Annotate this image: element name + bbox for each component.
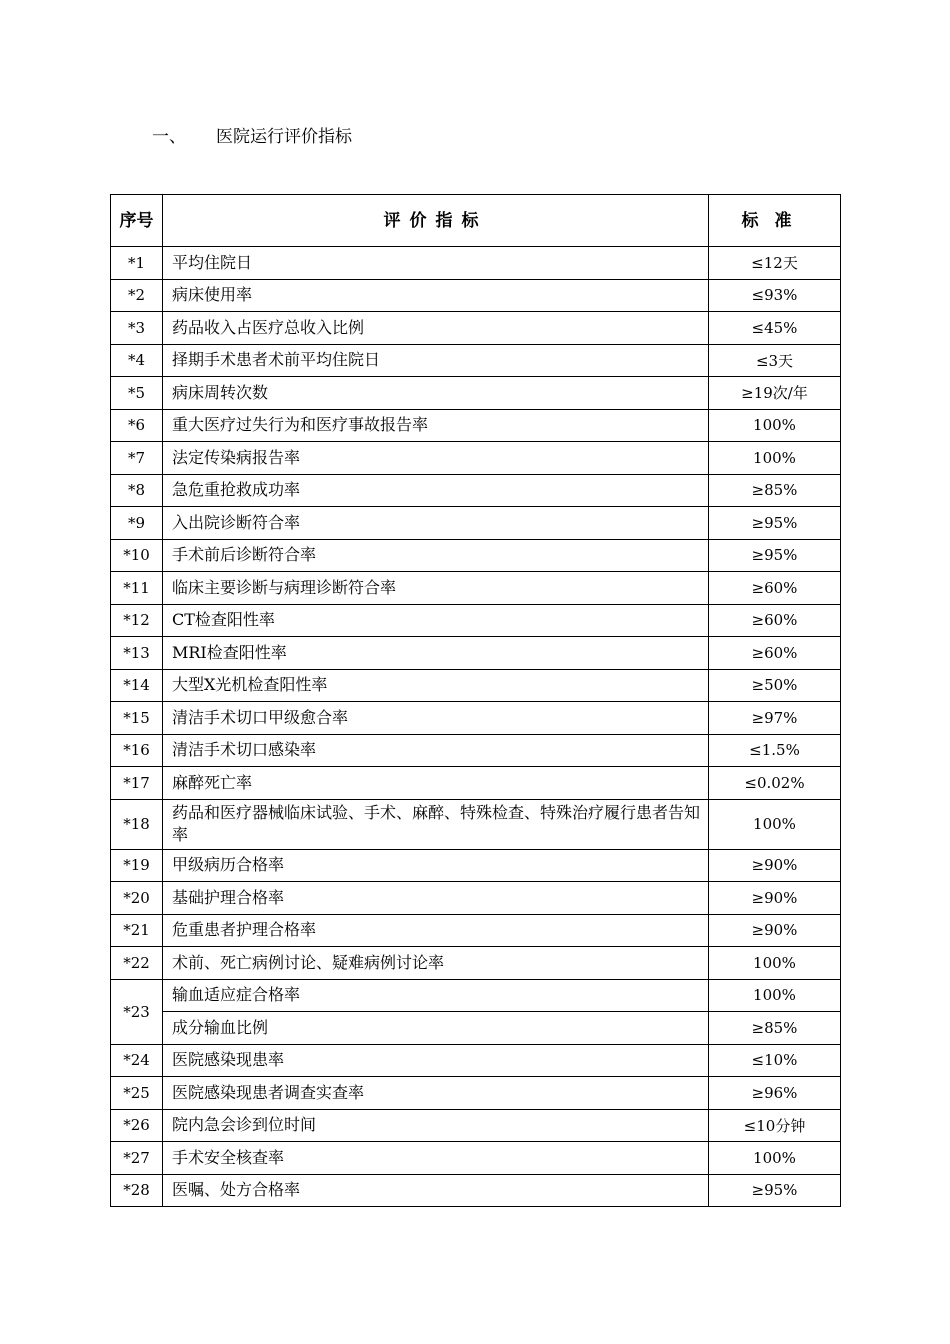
row-indicator: 医院感染现患率 [163,1044,709,1077]
table-row [111,474,841,507]
row-standard: 100% [709,947,841,980]
row-standard: ≥50% [709,669,841,702]
row-standard: ≥95% [709,507,841,540]
row-indicator: 病床使用率 [163,279,709,312]
row-indicator: 入出院诊断符合率 [163,507,709,540]
row-seq: *18 [111,799,163,849]
table-row [111,442,841,475]
table-row [111,914,841,947]
row-seq: *19 [111,849,163,882]
table-row [111,572,841,605]
row-standard: ≤1.5% [709,734,841,767]
row-indicator: 危重患者护理合格率 [163,914,709,947]
header-seq: 序号 [111,195,163,247]
row-indicator: 甲级病历合格率 [163,849,709,882]
row-standard: 100% [709,409,841,442]
table-row [111,279,841,312]
table-row [111,734,841,767]
table-row [111,1109,841,1142]
row-indicator: 基础护理合格率 [163,882,709,915]
row-indicator: 麻醉死亡率 [163,767,709,800]
row-standard: ≥60% [709,604,841,637]
row-standard: ≥90% [709,914,841,947]
row-seq: *21 [111,914,163,947]
row-seq: *27 [111,1142,163,1175]
row-standard: ≤12天 [709,247,841,280]
row-seq: *11 [111,572,163,605]
row-indicator: 大型X光机检查阳性率 [163,669,709,702]
row-standard: ≥95% [709,539,841,572]
row-standard: ≥97% [709,702,841,735]
section-number: 一、 [152,127,186,147]
row-indicator: 手术安全核查率 [163,1142,709,1175]
row-seq: *13 [111,637,163,670]
row-indicator: 临床主要诊断与病理诊断符合率 [163,572,709,605]
row-seq: *17 [111,767,163,800]
row-seq: *24 [111,1044,163,1077]
table-row [111,979,841,1012]
row-seq: *3 [111,312,163,345]
row-seq: *25 [111,1077,163,1110]
row-standard: 100% [709,979,841,1012]
row-standard: ≥90% [709,882,841,915]
row-seq: *20 [111,882,163,915]
table-row [111,344,841,377]
row-standard: 100% [709,799,841,849]
row-indicator: 急危重抢救成功率 [163,474,709,507]
table-row [111,1077,841,1110]
section-title: 医院运行评价指标 [216,127,352,147]
row-indicator: 手术前后诊断符合率 [163,539,709,572]
row-indicator: 法定传染病报告率 [163,442,709,475]
row-seq: *5 [111,377,163,410]
header-name: 评价指标 [163,195,709,247]
row-standard: ≥85% [709,1012,841,1045]
row-standard: ≥90% [709,849,841,882]
row-seq: *23 [111,979,163,1044]
row-standard: 100% [709,442,841,475]
row-seq: *15 [111,702,163,735]
row-standard: ≥95% [709,1174,841,1207]
table-row [111,947,841,980]
row-standard: ≤10分钟 [709,1109,841,1142]
row-seq: *10 [111,539,163,572]
row-seq: *1 [111,247,163,280]
row-seq: *12 [111,604,163,637]
row-seq: *8 [111,474,163,507]
row-standard: ≥85% [709,474,841,507]
row-seq: *26 [111,1109,163,1142]
table-row [111,669,841,702]
table-row [111,604,841,637]
row-indicator: 清洁手术切口甲级愈合率 [163,702,709,735]
row-indicator: 输血适应症合格率 [163,979,709,1012]
row-indicator: 术前、死亡病例讨论、疑难病例讨论率 [163,947,709,980]
indicators-table [110,194,841,1207]
row-standard: ≤93% [709,279,841,312]
table-row [111,849,841,882]
row-indicator: 药品收入占医疗总收入比例 [163,312,709,345]
row-indicator: 医嘱、处方合格率 [163,1174,709,1207]
row-seq: *9 [111,507,163,540]
row-indicator: MRI检查阳性率 [163,637,709,670]
row-standard: ≤45% [709,312,841,345]
table-row [111,1044,841,1077]
row-seq: *14 [111,669,163,702]
table-row [111,507,841,540]
row-seq: *16 [111,734,163,767]
row-seq: *4 [111,344,163,377]
table-row [111,637,841,670]
table-row [111,799,841,849]
table-row [111,247,841,280]
table-row [111,1174,841,1207]
row-standard: ≤0.02% [709,767,841,800]
row-indicator: 重大医疗过失行为和医疗事故报告率 [163,409,709,442]
table-header-row [111,195,841,247]
row-indicator: CT检查阳性率 [163,604,709,637]
table-row [111,1012,841,1045]
table-row [111,1142,841,1175]
row-indicator: 病床周转次数 [163,377,709,410]
table-row [111,767,841,800]
row-standard: ≤10% [709,1044,841,1077]
row-seq: *7 [111,442,163,475]
table-row [111,882,841,915]
row-standard: 100% [709,1142,841,1175]
row-standard: ≥60% [709,572,841,605]
row-indicator: 医院感染现患者调查实查率 [163,1077,709,1110]
table-row [111,377,841,410]
row-standard: ≥19次/年 [709,377,841,410]
row-indicator: 平均住院日 [163,247,709,280]
row-indicator: 院内急会诊到位时间 [163,1109,709,1142]
row-indicator: 成分输血比例 [163,1012,709,1045]
table-row [111,702,841,735]
table-row [111,539,841,572]
row-seq: *28 [111,1174,163,1207]
row-seq: *22 [111,947,163,980]
row-seq: *6 [111,409,163,442]
row-standard: ≤3天 [709,344,841,377]
row-seq: *2 [111,279,163,312]
row-indicator: 药品和医疗器械临床试验、手术、麻醉、特殊检查、特殊治疗履行患者告知率 [163,799,709,849]
row-standard: ≥96% [709,1077,841,1110]
section-heading [152,125,352,149]
row-standard: ≥60% [709,637,841,670]
row-indicator: 清洁手术切口感染率 [163,734,709,767]
row-indicator: 择期手术患者术前平均住院日 [163,344,709,377]
header-standard: 标准 [709,195,841,247]
table-row [111,409,841,442]
table-row [111,312,841,345]
